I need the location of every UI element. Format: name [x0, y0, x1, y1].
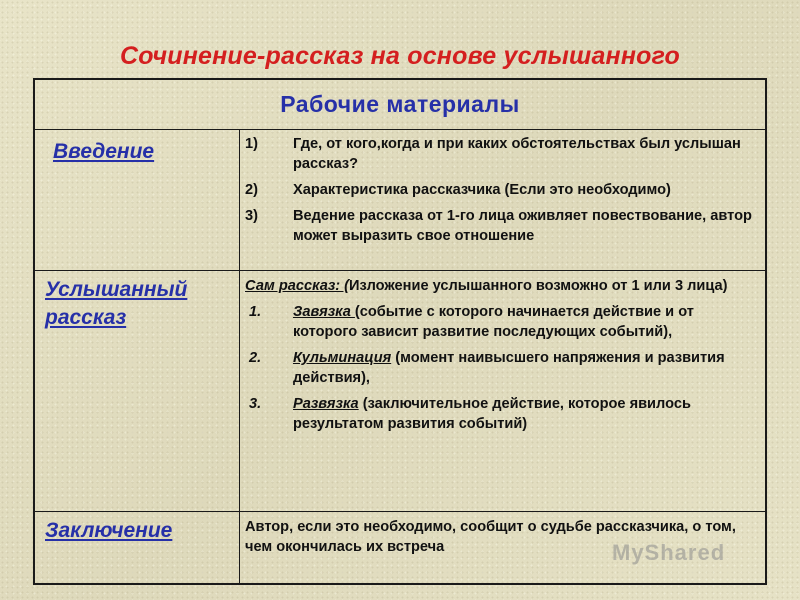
item-number: 3): [245, 208, 258, 224]
item-text: (событие с которого начинается действие и от которого зависит развитие последующих событий),: [293, 304, 694, 340]
story-label-line2: рассказ: [45, 306, 127, 329]
item-text: Характеристика рассказчика (Если это необходимо): [293, 182, 671, 198]
story-label: [45, 276, 187, 332]
table-header: Рабочие материалы: [35, 80, 765, 130]
intro-content: [245, 134, 761, 252]
item-term: Кульминация: [293, 350, 392, 366]
story-lead-underlined: Сам рассказ: (: [245, 278, 350, 294]
list-item: [245, 302, 761, 342]
item-term: Развязка: [293, 396, 359, 412]
story-row: [35, 271, 765, 512]
story-label-line1: Услышанный: [45, 278, 188, 301]
list-item: [245, 394, 761, 434]
materials-table: [33, 78, 767, 585]
intro-label: Введение: [53, 140, 155, 163]
watermark: MyShared: [612, 540, 726, 565]
intro-row: [35, 129, 765, 271]
story-lead-text: Изложение услышанного возможно от 1 или 3 лица): [349, 278, 728, 294]
list-item: [245, 134, 761, 174]
list-item: [245, 206, 761, 246]
item-text: Где, от кого,когда и при каких обстоятельствах был услышан рассказ?: [293, 136, 741, 172]
story-lead: [245, 276, 761, 296]
item-term: Завязка: [293, 304, 355, 320]
slide-title: Сочинение-рассказ на основе услышанного: [119, 42, 681, 70]
conclusion-text: Автор, если это необходимо, сообщит о судьбе рассказчика, о том, чем окончилась их встреча: [245, 519, 736, 555]
item-text: Ведение рассказа от 1-го лица оживляет повествование, автор может выразить свое отношение: [293, 208, 752, 244]
list-item: [245, 180, 761, 200]
item-text: (момент наивысшего напряжения и развития действия),: [293, 350, 725, 386]
item-number: 2.: [249, 350, 262, 366]
list-item: [245, 348, 761, 388]
conclusion-label: Заключение: [45, 519, 173, 542]
story-content: [245, 276, 761, 440]
item-number: 2): [245, 182, 258, 198]
item-number: 1): [245, 136, 258, 152]
item-number: 1.: [249, 304, 262, 320]
item-text: (заключительное действие, которое явилось результатом развития событий): [293, 396, 691, 432]
item-number: 3.: [249, 396, 262, 412]
